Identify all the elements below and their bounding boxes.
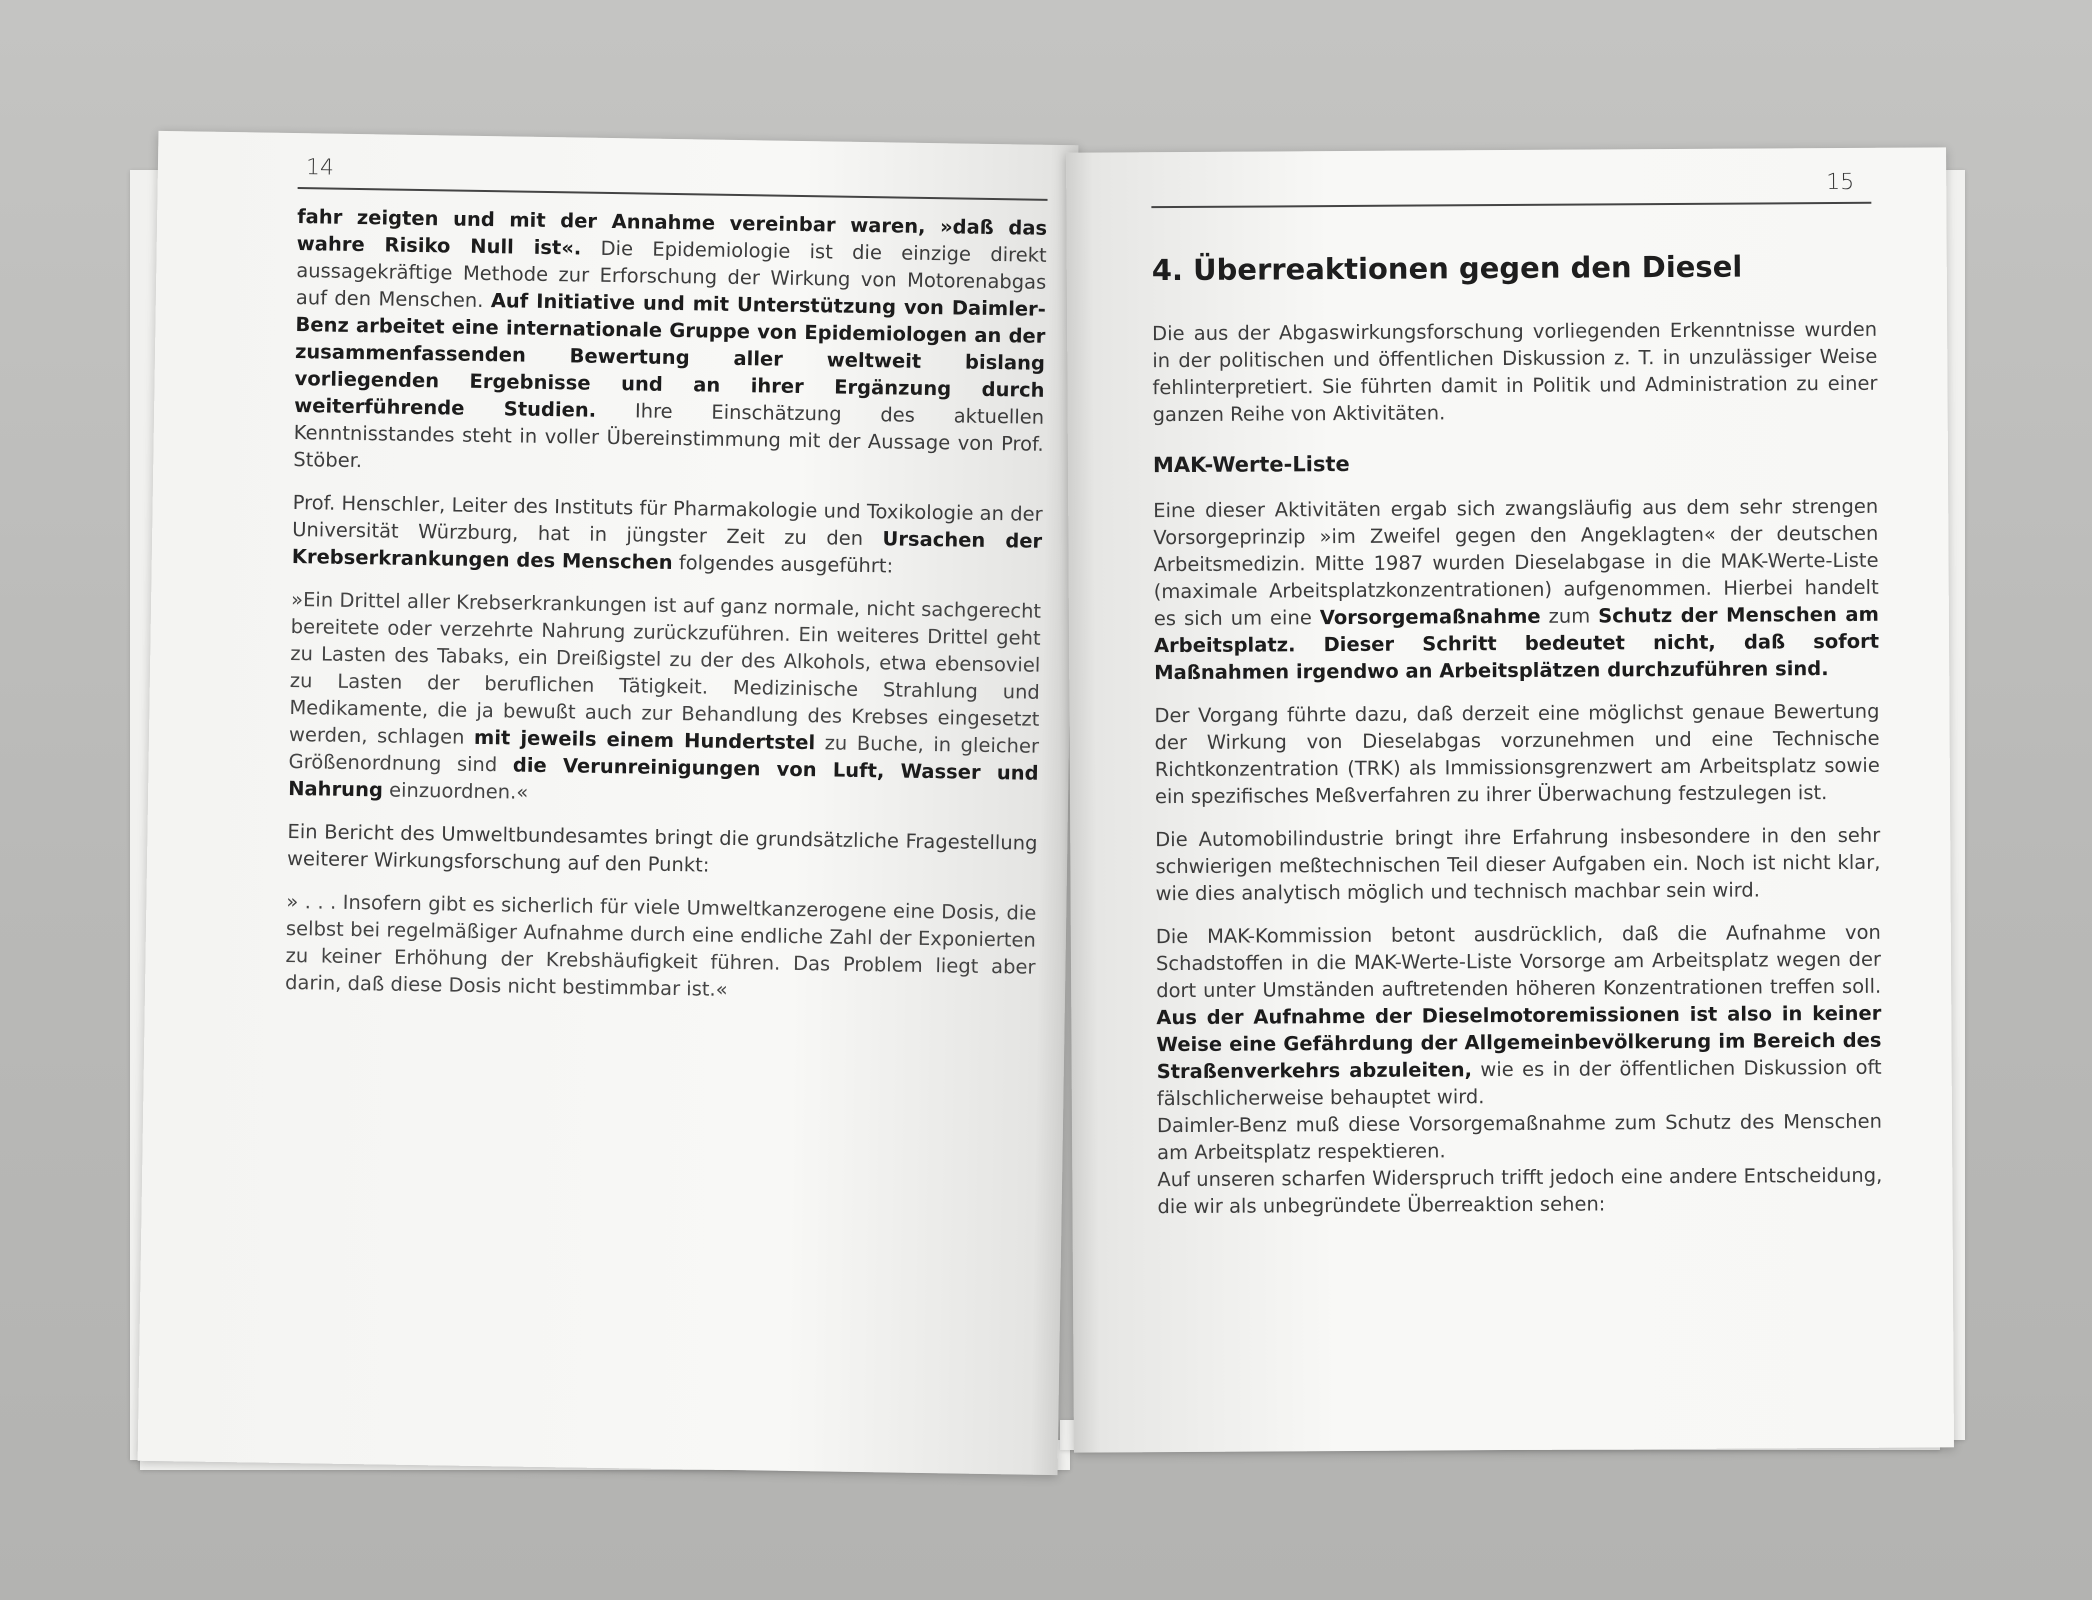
header-rule-right: [1151, 202, 1871, 208]
right-paragraph-1: [1152, 316, 1878, 428]
text-run: Ein Bericht des Umweltbundesamtes bringt die grundsätzliche Fragestellung weiterer Wirkungsforschung auf den Punkt:: [286, 819, 1038, 877]
left-quote-umweltbundesamt: [285, 888, 1037, 1008]
text-run: einzuordnen.«: [382, 778, 529, 804]
bold-text-run: die Verunreinigungen von Luft, Wasser und Nahrung: [288, 753, 1039, 802]
text-run: folgendes ausgeführt:: [672, 550, 894, 578]
page-number-right: 15: [1826, 169, 1855, 196]
left-paragraph-4: [287, 818, 1038, 884]
left-paragraph-2: [292, 489, 1043, 582]
right-paragraph-4: [1155, 822, 1880, 907]
text-run: Der Vorgang führte dazu, daß derzeit eine möglichst genaue Bewertung der Wirkung von Dieselabgas vorzunehmen und eine Technische Richtkonzentration (TRK) als Immissionsgrenzwert am Arbeitsplatz sowie ein spezifisches Meßverfahren zu ihrer Überwachung festzulegen ist.: [1154, 699, 1880, 809]
section-title: MAK-Werte-Liste: [1152, 451, 1350, 478]
right-paragraph-2: [1153, 493, 1879, 686]
right-paragraph-3: [1154, 698, 1880, 810]
text-run: Die MAK-Kommission betont ausdrücklich, daß die Aufnahme von Schadstoffen in die MAK-Werte-Liste Vorsorge am Arbeitsplatz wegen der dort unter Umständen auftretenden höheren Konzentrationen treffen soll.: [1155, 920, 1882, 1003]
bold-text-run: fahr zeigten und mit der Annahme vereinbar waren, »daß das wahre Risiko Null ist«.: [296, 205, 1048, 260]
left-page-body: [285, 203, 1048, 1024]
bold-text-run: Aus der Aufnahme der Dieselmotoremissionen ist also in keiner Weise eine Gefährdung der Allgemeinbevölkerung im Bereich des Straßenverkehrs abzuleiten,: [1156, 1001, 1882, 1084]
page-number-left: 14: [305, 155, 335, 181]
bold-text-run: Auf Initiative und mit Unterstützung von Daimler-Benz arbeitet eine internationale Gruppe von Epidemiologen an der zusammenfassenden Bewertung aller weltweit bislang vorliegenden Ergebnisse und an ihrer Ergänzung durch weiterführende Studien.: [294, 289, 1046, 422]
text-run: Die aus der Abgaswirkungsforschung vorliegenden Erkenntnisse wurden in der politischen und öffentlichen Diskussion z. T. in unzulässiger Weise fehlinterpretiert. Sie führten damit in Politik und Administration zu einer ganzen Reihe von Aktivitäten.: [1152, 317, 1878, 427]
bold-text-run: Vorsorgemaßnahme: [1319, 604, 1541, 630]
text-run: Daimler-Benz muß diese Vorsorgemaßnahme zum Schutz des Menschen am Arbeitsplatz respektieren.: [1156, 1109, 1883, 1165]
open-booklet: [130, 130, 1970, 1480]
bold-text-run: mit jeweils einem Hundertstel: [473, 725, 816, 755]
text-run: Auf unseren scharfen Widerspruch trifft jedoch eine andere Entscheidung, die wir als unbegründete Überreaktion sehen:: [1157, 1163, 1883, 1219]
chapter-title: 4. Überreaktionen gegen den Diesel: [1151, 249, 1743, 288]
text-run: » . . . Insofern gibt es sicherlich für viele Umweltkanzerogene eine Dosis, die selbst bei regelmäßiger Aufnahme durch eine endliche Zahl der Exponierten zu keiner Erhöhung der Krebshäufigkeit führen. Das Problem liegt aber darin, daß diese Dosis nicht bestimmbar ist.«: [284, 889, 1037, 1001]
text-run: Eine dieser Aktivitäten ergab sich zwangsläufig aus dem sehr strengen Vorsorgeprinzip »im Zweifel gegen den Angeklagten« der deutschen Arbeitsmedizin. Mitte 1987 wurden Dieselabgase in die MAK-Werte-Liste (maximale Arbeitsplatzkonzentrationen) aufgenommen. Hierbei handelt es sich um eine: [1153, 494, 1879, 631]
left-page: [138, 131, 1079, 1475]
show-through-text: [361, 1254, 921, 1263]
text-run: Die Epidemiologie ist die einzige direkt aussagekräftige Methode zur Erforschung der Wirkung von Motorenabgas auf den Menschen.: [295, 236, 1047, 313]
header-rule-left: [298, 187, 1048, 200]
bold-text-run: Ursachen der Krebserkrankungen des Menschen: [291, 527, 1043, 574]
left-paragraph-1: [293, 203, 1047, 485]
right-paragraph-6: [1157, 1108, 1882, 1166]
right-paragraph-5: [1156, 919, 1882, 1112]
text-run: »Ein Drittel aller Krebserkrankungen ist auf ganz normale, nicht sachgerecht bereitete oder verzehrte Nahrung zurückzuführen. Ein weiteres Drittel geht zu Lasten des Tabaks, ein Dreißigstel zu der des Alkohols, etwa ebensoviel zu Lasten der beruflichen Tätigkeit. Medizinische Strahlung und Medikamente, die ja bewußt auch zur Behandlung des Krebses eingesetzt werden, schlagen: [288, 587, 1042, 749]
right-paragraph-7: [1157, 1162, 1882, 1220]
bold-text-run: Schutz der Menschen am Arbeitsplatz. Dieser Schritt bedeutet nicht, daß sofort Maßnahmen irgendwo an Arbeitsplätzen durchzuführen sind.: [1153, 602, 1880, 685]
left-quote-henschler: [288, 586, 1041, 814]
text-run: Ihre Einschätzung des aktuellen Kenntnisstandes steht in voller Übereinstimmung mit der Aussage von Prof. Stöber.: [293, 398, 1045, 473]
text-run: wie es in der öffentlichen Diskussion oft fälschlicherweise behauptet wird.: [1156, 1055, 1882, 1111]
right-page: [1066, 147, 1954, 1452]
right-page-body: [1151, 249, 1883, 1236]
text-run: Die Automobilindustrie bringt ihre Erfahrung insbesondere in den sehr schwierigen meßtechnischen Teil dieser Aufgaben ein. Noch ist nicht klar, wie dies analytisch möglich und technisch machbar sein wird.: [1155, 823, 1881, 906]
text-run: zum: [1540, 604, 1599, 628]
text-run: Prof. Henschler, Leiter des Instituts für Pharmakologie und Toxikologie an der Universität Würzburg, hat in jüngster Zeit zu den: [292, 491, 1043, 551]
text-run: zu Buche, in gleicher Größenordnung sind: [288, 731, 1040, 777]
